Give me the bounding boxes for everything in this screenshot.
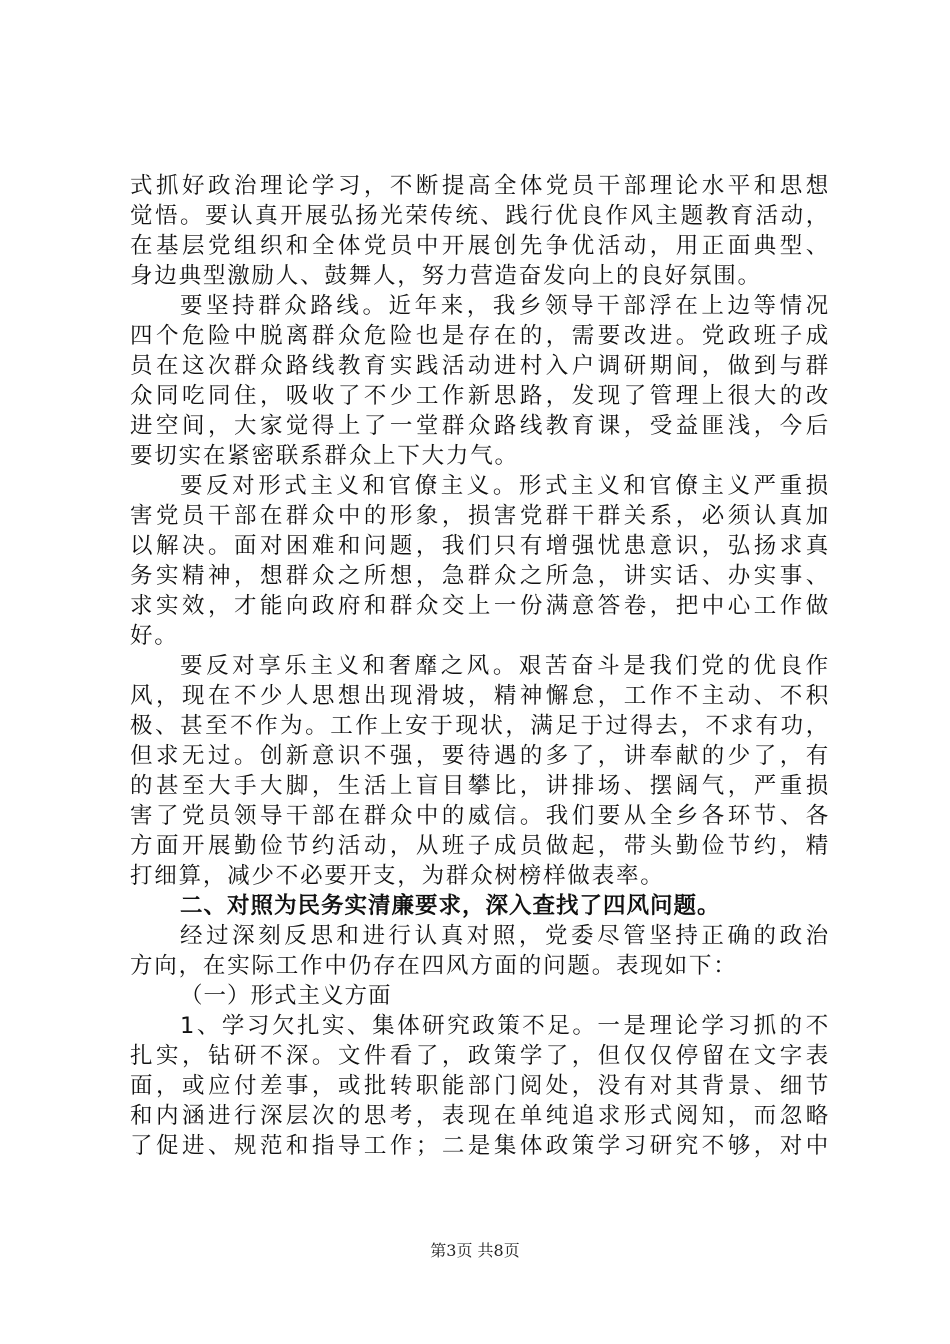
text-line: 风，现在不少人思想出现滑坡，精神懈怠，工作不主动、不积 [130, 683, 830, 709]
text-line: 好。 [130, 623, 179, 649]
text-line: 和内涵进行深层次的思考，表现在单纯追求形式阅知，而忽略 [130, 1103, 830, 1129]
subsection-heading: （一）形式主义方面 [180, 983, 392, 1009]
item-lead-text: 一是理论学习抓的不 [597, 1013, 830, 1039]
text-line: 但求无过。创新意识不强，要待遇的多了，讲奉献的少了，有 [130, 743, 830, 769]
text-line: 务实精神，想群众之所想，急群众之所急，讲实话、办实事、 [130, 563, 830, 589]
text-line: 要切实在紧密联系群众上下大力气。 [130, 443, 519, 469]
text-line: 在基层党组织和全体党员中开展创先争优活动，用正面典型、 [130, 233, 830, 259]
text-line: 要坚持群众路线。近年来，我乡领导干部浮在上边等情况 [180, 293, 830, 319]
text-line-with-lead [130, 1011, 830, 1041]
text-line: 害党员干部在群众中的形象，损害党群干群关系，必须认真加 [130, 503, 830, 529]
text-line: 打细算，减少不必要开支，为群众树榜样做表率。 [130, 863, 665, 889]
text-line: 众同吃同住，吸收了不少工作新思路，发现了管理上很大的改 [130, 383, 830, 409]
text-line: 经过深刻反思和进行认真对照，党委尽管坚持正确的政治 [180, 923, 830, 949]
section-heading: 二、对照为民务实清廉要求，深入查找了四风问题。 [180, 893, 721, 919]
text-line: 了促进、规范和指导工作；二是集体政策学习研究不够，对中 [130, 1133, 830, 1159]
text-line: 方向，在实际工作中仍存在四风方面的问题。表现如下： [130, 953, 738, 979]
text-line: 四个危险中脱离群众危险也是存在的，需要改进。党政班子成 [130, 323, 830, 349]
text-line: 的甚至大手大脚，生活上盲目攀比，讲排场、摆阔气，严重损 [130, 773, 830, 799]
text-line: 以解决。面对困难和问题，我们只有增强忧患意识，弘扬求真 [130, 533, 830, 559]
text-line: 式抓好政治理论学习，不断提高全体党员干部理论水平和思想 [130, 173, 830, 199]
text-line: 进空间，大家觉得上了一堂群众路线教育课，受益匪浅，今后 [130, 413, 830, 439]
text-line: 害了党员领导干部在群众中的威信。我们要从全乡各环节、各 [130, 803, 830, 829]
page-footer: 第3页 共8页 [430, 1241, 520, 1260]
text-line: 身边典型激励人、鼓舞人，努力营造奋发向上的良好氛围。 [130, 263, 762, 289]
text-line: 要反对形式主义和官僚主义。形式主义和官僚主义严重损 [180, 473, 830, 499]
text-line: 扎实，钻研不深。文件看了，政策学了，但仅仅停留在文字表 [130, 1043, 830, 1069]
text-line: 员在这次群众路线教育实践活动进村入户调研期间，做到与群 [130, 353, 830, 379]
document-body [130, 171, 830, 1161]
item-lead-phrase: 1、学习欠扎实、集体研究政策不足。 [180, 1013, 598, 1039]
text-line: 求实效，才能向政府和群众交上一份满意答卷，把中心工作做 [130, 593, 830, 619]
text-line: 极、甚至不作为。工作上安于现状，满足于过得去，不求有功， [130, 713, 830, 739]
text-line: 面，或应付差事，或批转职能部门阅处，没有对其背景、细节 [130, 1073, 830, 1099]
text-line: 觉悟。要认真开展弘扬光荣传统、践行优良作风主题教育活动， [130, 203, 830, 229]
text-line: 要反对享乐主义和奢靡之风。艰苦奋斗是我们党的优良作 [180, 653, 830, 679]
text-line: 方面开展勤俭节约活动，从班子成员做起，带头勤俭节约，精 [130, 833, 830, 859]
